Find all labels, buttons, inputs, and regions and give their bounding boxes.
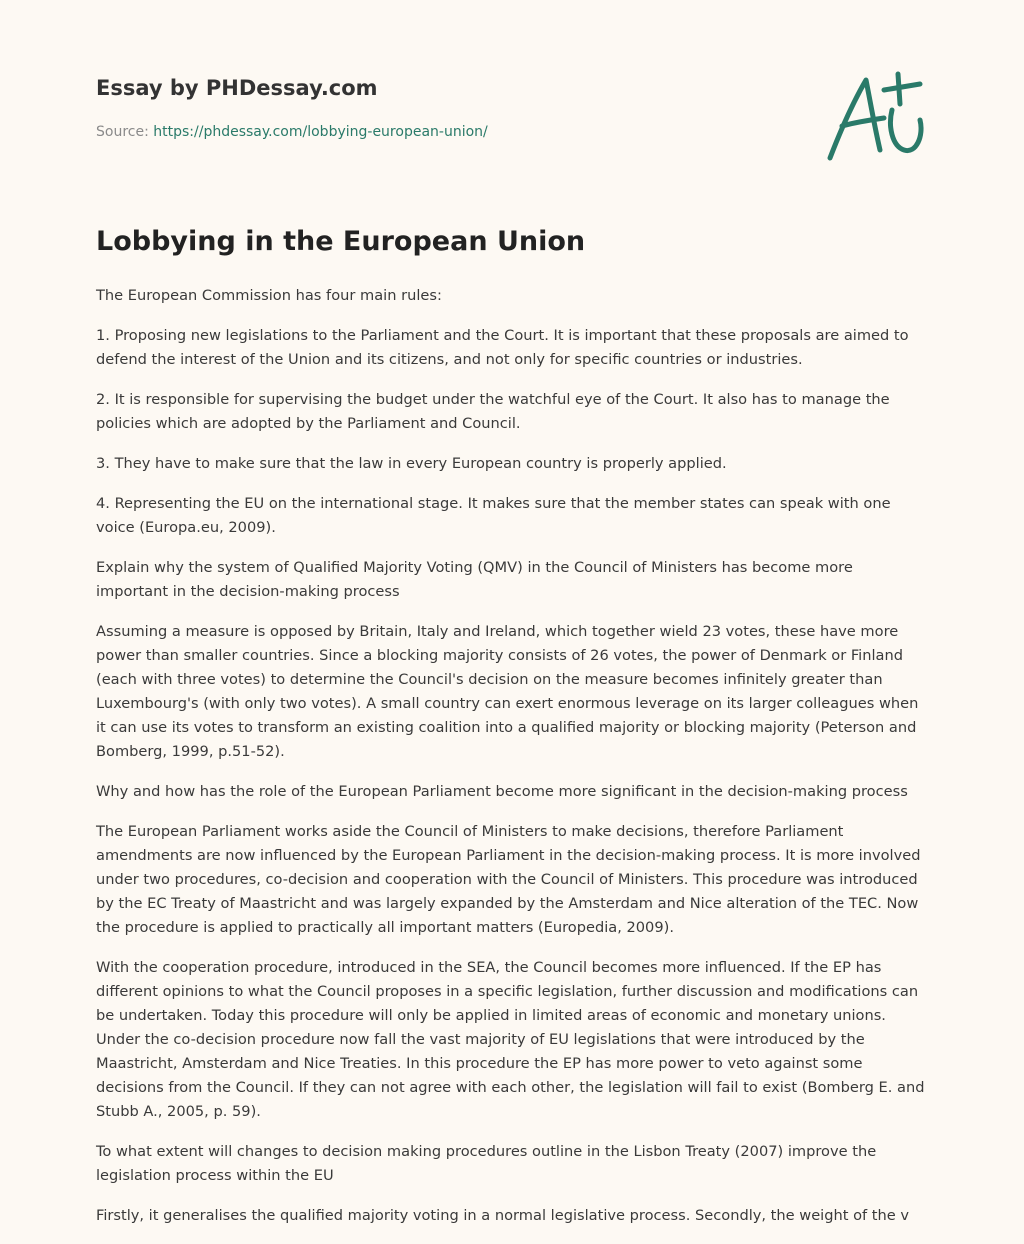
essay-page [96, 0, 926, 1244]
essay-paragraph: Firstly, it generalises the qualified majority voting in a normal legislative process. Secondly, the weight of the v [96, 1207, 910, 1224]
essay-title: Lobbying in the European Union [96, 226, 586, 257]
essay-paragraph: Assuming a measure is opposed by Britain, Italy and Ireland, which together wield 23 votes, these have more power than smaller countries. Since a blocking majority consists of 26 votes, the power of Denmark or Finland (each with three votes) to determine the Council's decision on the measure becomes infinitely greater than Luxembourg's (with only two votes). A small country can exert enormous leverage on its larger colleagues when it can use its votes to transform an existing coalition into a qualified majority or blocking majority (Peterson and Bomberg, 1999, p.51-52). [96, 623, 919, 760]
essay-paragraph: The European Commission has four main rules: [96, 287, 442, 304]
site-title: Essay by PHDessay.com [96, 76, 378, 100]
essay-body [96, 284, 926, 1244]
essay-paragraph: 3. They have to make sure that the law in every European country is properly applied. [96, 455, 727, 472]
essay-paragraph: With the cooperation procedure, introduced in the SEA, the Council becomes more influenced. If the EP has different opinions to what the Council proposes in a specific legislation, further discussion and modifications can be undertaken. Today this procedure will only be applied in limited areas of economic and monetary unions. Under the co-decision procedure now fall the vast majority of EU legislations that were introduced by the Maastricht, Amsterdam and Nice Treaties. In this procedure the EP has more power to veto against some decisions from the Council. If they can not agree with each other, the legislation will fail to exist (Bomberg E. and Stubb A., 2005, p. 59). [96, 959, 925, 1120]
essay-paragraph: 2. It is responsible for supervising the budget under the watchful eye of the Court. It also has to manage the policies which are adopted by the Parliament and Council. [96, 391, 890, 432]
essay-paragraph: 4. Representing the EU on the international stage. It makes sure that the member states can speak with one voice (Europa.eu, 2009). [96, 495, 891, 536]
source-line [96, 124, 488, 140]
a-plus-logo-icon [818, 66, 930, 170]
essay-paragraph: Explain why the system of Qualified Majority Voting (QMV) in the Council of Ministers has become more important in the decision-making process [96, 559, 853, 600]
essay-paragraph: 1. Proposing new legislations to the Parliament and the Court. It is important that these proposals are aimed to defend the interest of the Union and its citizens, and not only for specific countries or industries. [96, 327, 909, 368]
essay-paragraph: The European Parliament works aside the Council of Ministers to make decisions, therefore Parliament amendments are now influenced by the European Parliament in the decision-making process. It is more involved under two procedures, co-decision and cooperation with the Council of Ministers. This procedure was introduced by the EC Treaty of Maastricht and was largely expanded by the Amsterdam and Nice alteration of the TEC. Now the procedure is applied to practically all important matters (Europedia, 2009). [96, 823, 921, 936]
source-label: Source: [96, 124, 154, 140]
source-link[interactable]: https://phdessay.com/lobbying-european-union/ [153, 124, 488, 140]
essay-paragraph: To what extent will changes to decision making procedures outline in the Lisbon Treaty (2007) improve the legislation process within the EU [96, 1143, 877, 1184]
essay-paragraph: Why and how has the role of the European Parliament become more significant in the decision-making process [96, 783, 908, 800]
